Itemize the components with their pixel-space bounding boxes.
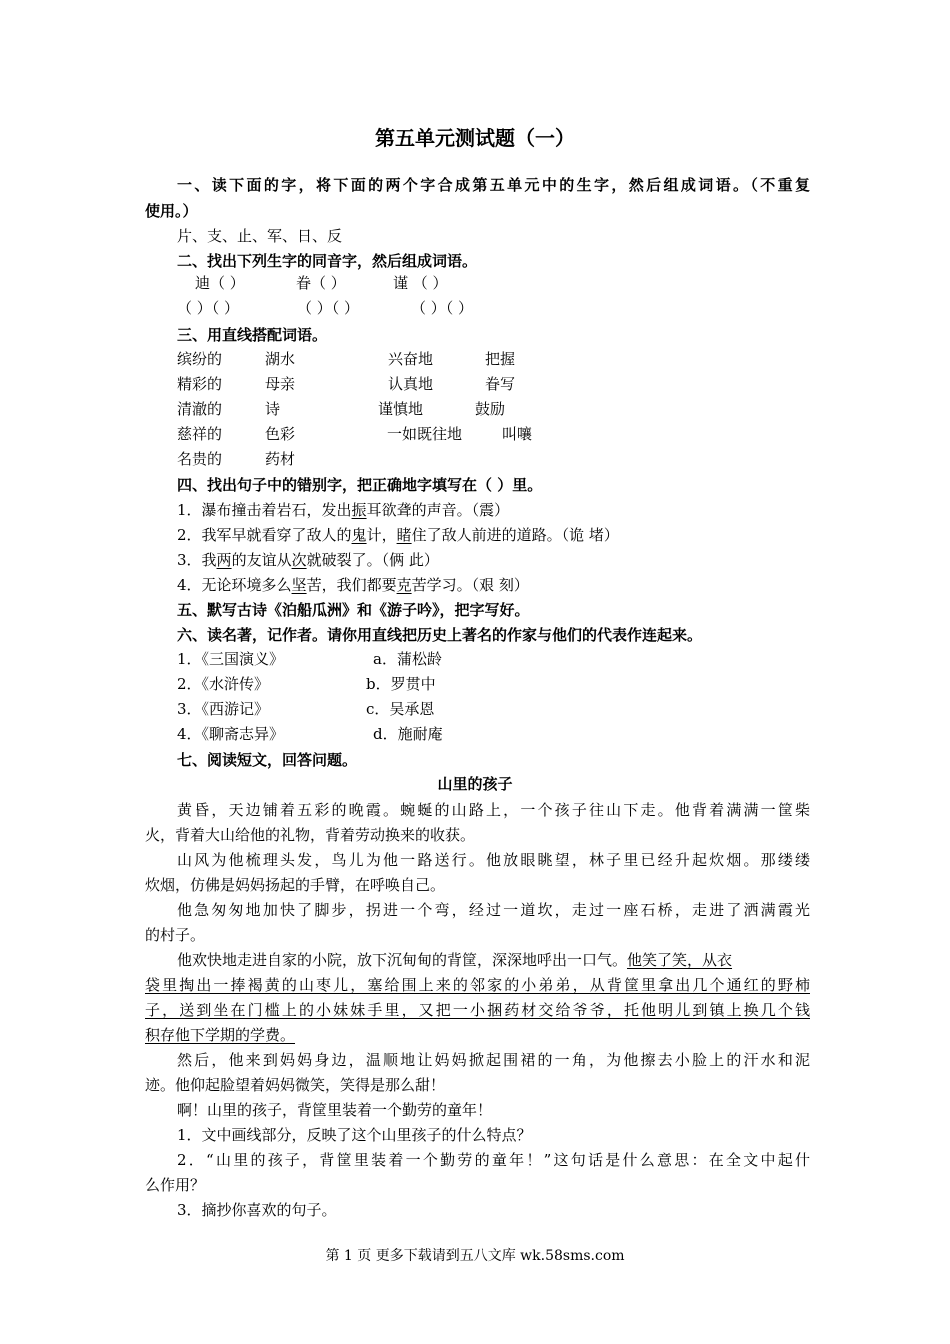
question-2: 2．“山里的孩子，背筐里装着一个勤劳的童年！”这句话是什么意思：在全文中起什 <box>177 1151 810 1169</box>
q2-char-3: 谨 （ ） <box>393 274 448 292</box>
story-line-underlined: 袋里掏出一捧褐黄的山枣儿，塞给围上来的邻家的小弟弟，从背筐里拿出几个通红的野柿 <box>145 976 810 994</box>
q6-author: b．罗贯中 <box>366 675 436 693</box>
question-1: 1．文中画线部分，反映了这个山里孩子的什么特点？ <box>177 1126 532 1144</box>
q6-book: 3．《西游记》 <box>177 700 270 718</box>
q2-char-2: 眷（ ） <box>296 274 346 292</box>
story-line: 迹。他仰起脸望着妈妈微笑，笑得是那么甜！ <box>145 1076 446 1094</box>
q5-heading: 五、默写古诗《泊船瓜洲》和《游子吟》，把字写好。 <box>177 601 530 619</box>
question-2-cont: 么作用？ <box>145 1176 206 1194</box>
story-title: 山里的孩子 <box>437 775 513 793</box>
story-line: 他欢快地走进自家的小院，放下沉甸甸的背筐，深深地呼出一口气。他笑了笑，从衣 <box>177 951 733 969</box>
q3-word: 精彩的 <box>177 375 223 393</box>
story-line: 他急匆匆地加快了脚步，拐进一个弯，经过一道坎，走过一座石桥，走进了洒满霞光 <box>177 901 810 919</box>
q6-book: 1．《三国演义》 <box>177 650 285 668</box>
q3-word: 认真地 <box>388 375 434 393</box>
story-line: 黄昏，天边铺着五彩的晚霞。蜿蜒的山路上，一个孩子往山下走。他背着满满一筐柴 <box>177 801 810 819</box>
q4-sentence-4: 4．无论环境多么坚苦，我们都要克苦学习。（艰 刻） <box>177 576 529 594</box>
story-line: 然后，他来到妈妈身边，温顺地让妈妈掀起围裙的一角，为他擦去小脸上的汗水和泥 <box>177 1051 810 1069</box>
page-title: 第五单元测试题（一） <box>375 126 575 150</box>
q3-word: 慈祥的 <box>177 425 223 443</box>
story-line: 炊烟，仿佛是妈妈扬起的手臂，在呼唤自己。 <box>145 876 446 894</box>
q6-book: 2．《水浒传》 <box>177 675 270 693</box>
story-line: 啊！山里的孩子，背筐里装着一个勤劳的童年！ <box>177 1101 493 1119</box>
q3-word: 叫嚷 <box>502 425 533 443</box>
q3-word: 兴奋地 <box>388 350 434 368</box>
q3-word: 把握 <box>485 350 516 368</box>
q3-heading: 三、用直线搭配词语。 <box>177 326 328 344</box>
q4-sentence-3: 3．我两的友谊从次就破裂了。（俩 此） <box>177 551 439 569</box>
q4-heading: 四、找出句子中的错别字，把正确地字填写在（ ）里。 <box>177 476 543 494</box>
q3-word: 药材 <box>265 450 296 468</box>
q3-word: 名贵的 <box>177 450 223 468</box>
q2-blank-2: （ ）（ ） <box>297 299 360 317</box>
q4-sentence-1: 1．瀑布撞击着岩石，发出振耳欲聋的声音。（震） <box>177 501 510 519</box>
q6-author: d．施耐庵 <box>373 725 443 743</box>
q3-word: 清澈的 <box>177 400 223 418</box>
q6-author: c．吴承恩 <box>366 700 435 718</box>
q3-word: 眷写 <box>485 375 516 393</box>
q3-word: 诗 <box>265 400 281 418</box>
q3-word: 鼓励 <box>475 400 506 418</box>
q2-heading: 二、找出下列生字的同音字，然后组成词语。 <box>177 252 478 270</box>
q3-word: 缤纷的 <box>177 350 223 368</box>
q7-heading: 七、阅读短文，回答问题。 <box>177 751 358 769</box>
story-line: 的村子。 <box>145 926 206 944</box>
story-line: 火，背着大山给他的礼物，背着劳动换来的收获。 <box>145 826 476 844</box>
story-line-underlined: 子，送到坐在门槛上的小妹妹手里，又把一小捆药材交给爷爷，托他明儿到镇上换几个钱 <box>145 1001 810 1019</box>
q3-word: 一如既往地 <box>387 425 463 443</box>
q6-heading: 六、读名著，记作者。请你用直线把历史上著名的作家与他们的代表作连起来。 <box>177 626 703 644</box>
story-line: 山风为他梳理头发，鸟儿为他一路送行。他放眼眺望，林子里已经升起炊烟。那缕缕 <box>177 851 810 869</box>
q6-book: 4．《聊斋志异》 <box>177 725 285 743</box>
q2-blank-3: （ ）（ ） <box>411 299 474 317</box>
q2-blank-1: （ ）（ ） <box>177 299 240 317</box>
question-3: 3．摘抄你喜欢的句子。 <box>177 1201 337 1219</box>
q2-char-1: 迪（ ） <box>195 274 245 292</box>
q3-word: 母亲 <box>265 375 296 393</box>
q3-word: 色彩 <box>265 425 296 443</box>
q6-author: a．蒲松龄 <box>373 650 442 668</box>
q4-sentence-2: 2．我军早就看穿了敌人的鬼计，睹住了敌人前进的道路。（诡 堵） <box>177 526 619 544</box>
q1-chars: 片、支、止、军、日、反 <box>177 227 343 245</box>
q3-word: 谨慎地 <box>378 400 424 418</box>
q1-heading-line1: 一、读下面的字，将下面的两个字合成第五单元中的生字，然后组成词语。（不重复 <box>177 176 810 194</box>
page-footer: 第 1 页 更多下载请到五八文库 wk.58sms.com <box>325 1248 625 1264</box>
story-line-underlined: 积存他下学期的学费。 <box>145 1026 296 1044</box>
q3-word: 湖水 <box>265 350 296 368</box>
q1-heading-line2: 使用。） <box>145 202 198 220</box>
